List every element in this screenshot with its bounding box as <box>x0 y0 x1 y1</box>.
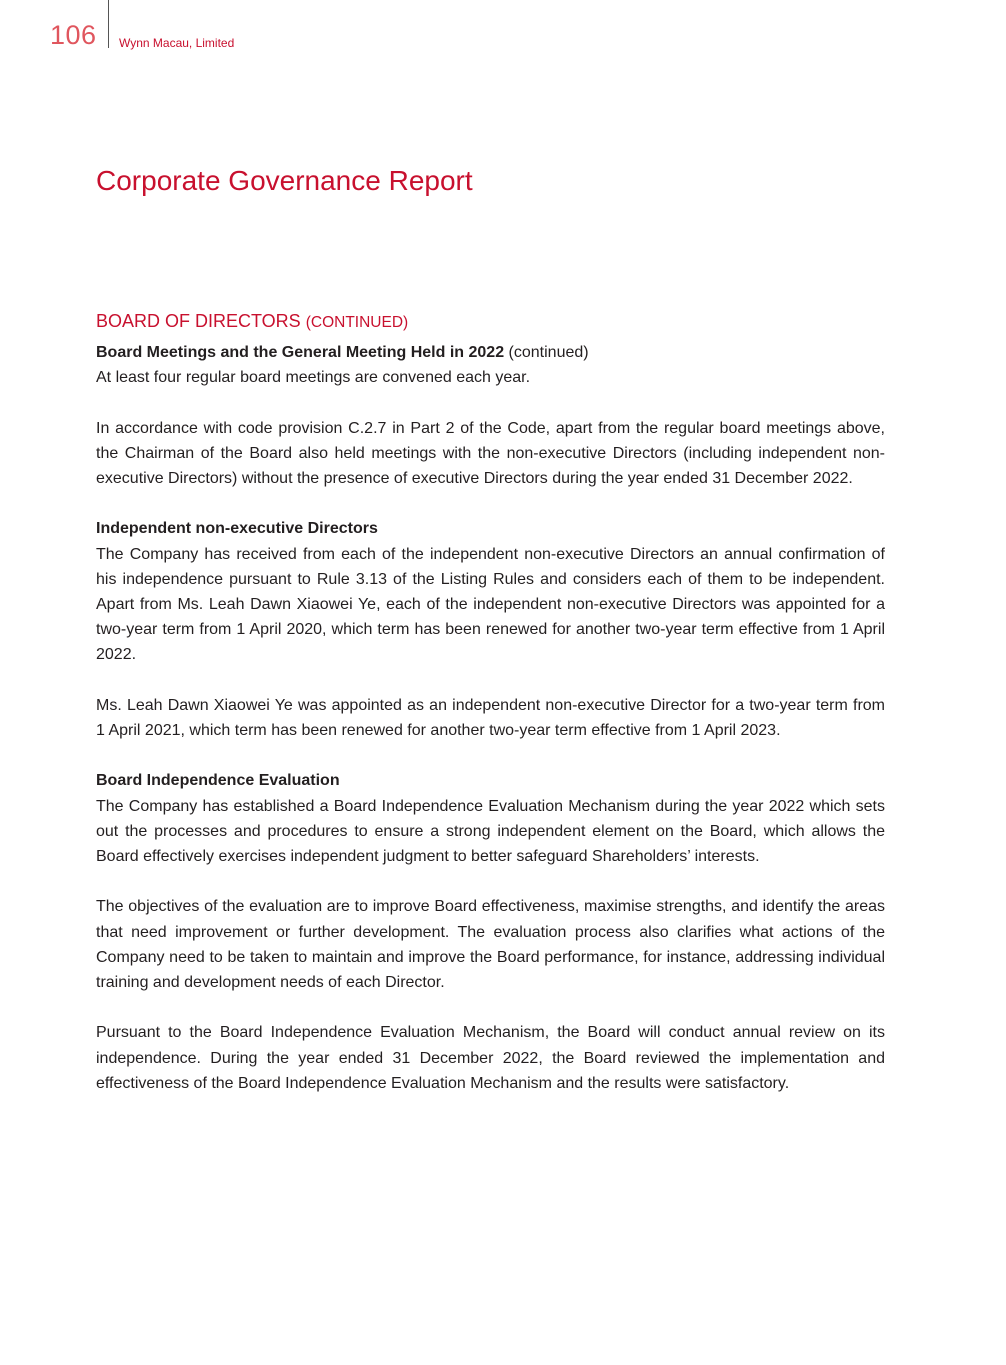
meetings-heading-suffix: (continued) <box>508 344 589 361</box>
evaluation-paragraph-2: The objectives of the evaluation are to improve Board effectiveness, maximise strengths, and identify the areas that need improvement or further development. The evaluation process also clarifies what actions of the Company need to be taken to maintain and improve the Board performance, for instance, addressing individual training and development needs of each Director. <box>96 898 885 991</box>
section-heading-text: BOARD OF DIRECTORS <box>96 311 301 331</box>
evaluation-heading: Board Independence Evaluation <box>96 772 340 790</box>
meetings-paragraph-2: In accordance with code provision C.2.7 in Part 2 of the Code, apart from the regular board meetings above, the Chairman of the Board also held meetings with the non-executive Directors (including independent non-executive Directors) without the presence of executive Directors during the year ended 31 December 2022. <box>96 419 885 487</box>
ined-paragraph-2: Ms. Leah Dawn Xiaowei Ye was appointed as an independent non-executive Director for a two-year term from 1 April 2021, which term has been renewed for another two-year term effective from 1 April 2023. <box>96 696 885 739</box>
section-heading <box>96 308 885 336</box>
meetings-heading <box>96 340 885 365</box>
header-divider <box>108 0 109 48</box>
company-name: Wynn Macau, Limited <box>119 36 235 50</box>
section-heading-suffix: (CONTINUED) <box>305 314 409 331</box>
page-number: 106 <box>50 20 97 50</box>
evaluation-paragraph-3: Pursuant to the Board Independence Evaluation Mechanism, the Board will conduct annual review on its independence. During the year ended 31 December 2022, the Board reviewed the implementation and effectiveness of the Board Independence Evaluation Mechanism and the results were satisfactory. <box>96 1024 885 1092</box>
ined-heading: Independent non-executive Directors <box>96 520 378 538</box>
evaluation-paragraph-1: The Company has established a Board Independence Evaluation Mechanism during the year 2022 which sets out the processes and procedures to ensure a strong independent element on the Board, which allows the Board effectively exercises independent judgment to better safeguard Shareholders’ interests. <box>96 797 885 865</box>
page-body <box>96 308 885 1096</box>
ined-paragraph-1: The Company has received from each of the independent non-executive Directors an annual confirmation of his independence pursuant to Rule 3.13 of the Listing Rules and considers each of them to be independent. Apart from Ms. Leah Dawn Xiaowei Ye, each of the independent non-executive Directors was appointed for a two-year term from 1 April 2020, which term has been renewed for another two-year term effective from 1 April 2022. <box>96 545 885 664</box>
report-title: Corporate Governance Report <box>96 165 473 196</box>
meetings-paragraph-1: At least four regular board meetings are convened each year. <box>96 369 531 387</box>
meetings-heading-text: Board Meetings and the General Meeting Held in 2022 <box>96 344 505 361</box>
